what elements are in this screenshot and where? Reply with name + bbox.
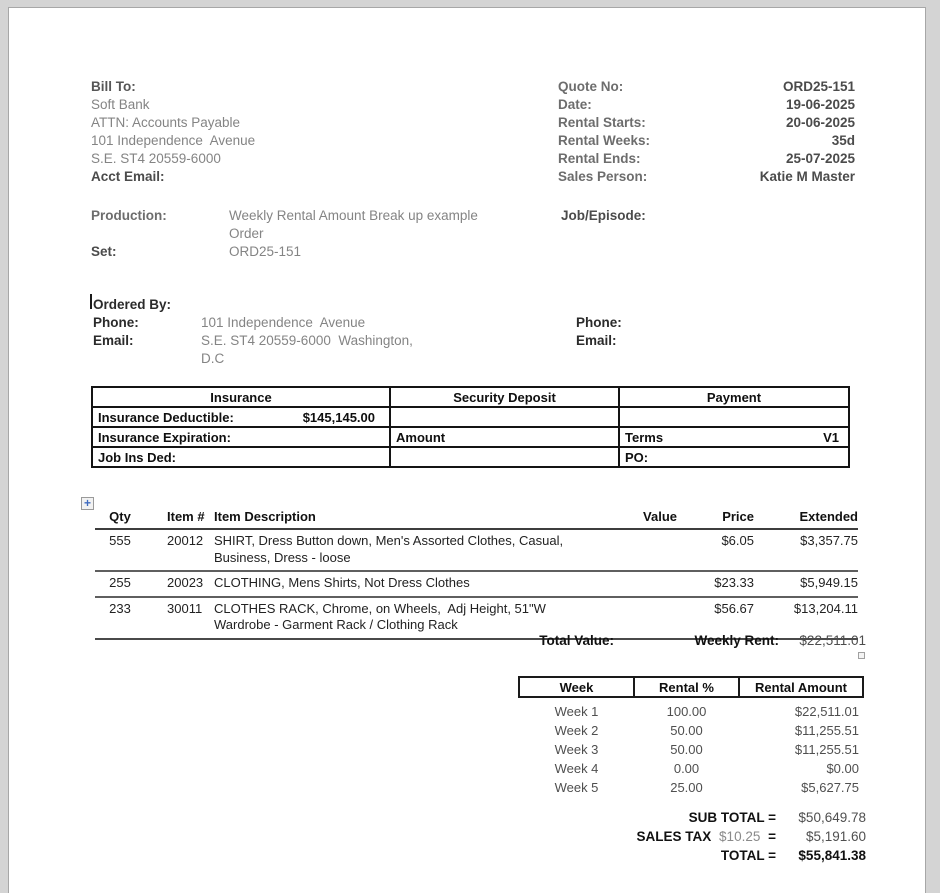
insurance-deductible-value: $145,145.00 [302, 409, 375, 425]
production-value [229, 207, 529, 243]
email-value [201, 332, 451, 368]
week-label: Week 4 [554, 761, 599, 776]
week-label: Week 1 [554, 704, 599, 719]
value-header: Value [607, 507, 677, 529]
item-number: 30011 [167, 600, 203, 616]
subtotal-value: $50,649.78 [798, 810, 866, 825]
date-row [558, 96, 855, 114]
item-number: 20012 [167, 533, 204, 548]
item-description-line1: CLOTHING, Mens Shirts, Not Dress Clothes [214, 575, 470, 590]
week-pct: 0.00 [673, 761, 700, 776]
production-value-line1: Weekly Rental Amount Break up example [229, 208, 478, 223]
ordered-by-label: Ordered By: [93, 297, 172, 312]
items-table [95, 507, 858, 640]
salestax-row [9, 827, 927, 846]
total-value: $55,841.38 [798, 848, 866, 863]
rental-starts-label: Rental Starts: [558, 115, 646, 130]
sales-person-value: Katie M Master [759, 169, 855, 184]
table-resize-handle[interactable] [858, 652, 865, 659]
week-pct: 25.00 [670, 780, 703, 795]
week-row [519, 697, 863, 721]
item-description-line2: Wardrobe - Garment Rack / Clothing Rack [214, 617, 458, 632]
item-qty: 233 [109, 600, 131, 616]
security-deposit-empty-cell [390, 407, 619, 427]
salestax-word: SALES TAX [636, 829, 712, 844]
amount-label: Amount [390, 427, 619, 447]
job-ins-ded-row [92, 447, 849, 467]
item-value [607, 571, 677, 597]
item-price: $6.05 [721, 533, 754, 548]
security-deposit-empty-cell2 [390, 447, 619, 467]
price-header: Price [677, 507, 754, 529]
payment-empty-cell [619, 407, 849, 427]
sales-person-label: Sales Person: [558, 169, 648, 184]
acct-email-label: Acct Email: [91, 169, 165, 184]
quote-no-value: ORD25-151 [782, 79, 855, 94]
insurance-header: Insurance [92, 387, 390, 407]
total-label: TOTAL = [720, 848, 776, 863]
document-page [8, 7, 926, 893]
item-description-line2: Business, Dress - loose [214, 549, 351, 565]
salestax-value: $5,191.60 [805, 829, 866, 844]
rental-weeks-label: Rental Weeks: [558, 133, 651, 148]
date-label: Date: [558, 97, 592, 112]
item-extended: $5,949.15 [800, 575, 858, 590]
item-description [205, 571, 607, 597]
week-row [519, 721, 863, 740]
item-value [607, 529, 677, 571]
bill-to-address1: 101 Independence Avenue [91, 133, 256, 148]
insurance-header-row [92, 387, 849, 407]
insurance-table [91, 386, 850, 468]
email-value-line1: S.E. ST4 20559-6000 Washington, [201, 333, 413, 348]
week-row [519, 740, 863, 759]
set-label: Set: [91, 244, 117, 259]
item-price: $23.33 [714, 575, 754, 590]
terms-label: Terms [625, 429, 664, 445]
rental-ends-row [558, 150, 855, 168]
qty-header: Qty [95, 507, 145, 529]
job-episode-label: Job/Episode: [561, 208, 646, 223]
quote-no-label: Quote No: [558, 79, 624, 94]
email-label: Email: [93, 333, 134, 348]
week-pct: 100.00 [666, 704, 707, 719]
subtotal-label: SUB TOTAL = [688, 810, 776, 825]
table-row [95, 571, 858, 597]
quote-info-section [558, 78, 855, 186]
sales-person-row [558, 168, 855, 186]
week-amount: $5,627.75 [801, 780, 859, 795]
total-value-label: Total Value: [539, 633, 614, 648]
set-value: ORD25-151 [229, 244, 302, 259]
week-table [518, 676, 864, 797]
right-phone-label: Phone: [576, 315, 622, 330]
bill-to-attn: ATTN: Accounts Payable [91, 115, 241, 130]
production-label: Production: [91, 208, 167, 223]
extended-header: Extended [754, 507, 858, 529]
item-no-header: Item # [145, 507, 205, 529]
week-header: Week [519, 677, 634, 697]
week-pct: 50.00 [670, 742, 703, 757]
week-label: Week 2 [554, 723, 599, 738]
insurance-deductible-row [92, 407, 849, 427]
security-deposit-header: Security Deposit [390, 387, 619, 407]
salestax-rate: $10.25 [719, 829, 761, 844]
date-value: 19-06-2025 [785, 97, 855, 112]
week-label: Week 3 [554, 742, 599, 757]
item-description-line1: CLOTHES RACK, Chrome, on Wheels, Adj Height, 51"W [214, 600, 546, 616]
salestax-eq: = [768, 829, 776, 844]
rental-starts-row [558, 114, 855, 132]
phone-label: Phone: [93, 315, 139, 330]
item-description [205, 529, 607, 571]
item-description-line1: SHIRT, Dress Button down, Men's Assorted Clothes, Casual, [214, 533, 564, 548]
weekly-rent-value: $22,511.01 [799, 633, 866, 648]
terms-value: V1 [823, 429, 839, 445]
insurance-expiration-label: Insurance Expiration: [92, 427, 390, 447]
po-label: PO: [619, 447, 849, 467]
item-qty: 255 [109, 575, 131, 590]
rental-amount-header: Rental Amount [739, 677, 863, 697]
week-amount: $11,255.51 [794, 723, 859, 738]
item-qty: 555 [109, 533, 131, 548]
rental-ends-value: 25-07-2025 [785, 151, 855, 166]
item-number: 20023 [167, 575, 204, 590]
table-move-handle-icon[interactable]: + [81, 497, 94, 510]
text-cursor[interactable] [90, 294, 92, 309]
bill-to-address2: S.E. ST4 20559-6000 [91, 151, 221, 166]
week-row [519, 759, 863, 778]
item-description-header: Item Description [205, 507, 607, 529]
production-value-line2: Order [229, 226, 264, 241]
weekly-rent-label: Weekly Rent: [694, 633, 779, 648]
subtotal-row [9, 808, 927, 827]
items-header-row [95, 507, 858, 529]
week-row [519, 778, 863, 797]
email-value-line2: D.C [201, 351, 225, 366]
rental-weeks-value: 35d [831, 133, 855, 148]
payment-header: Payment [619, 387, 849, 407]
right-email-label: Email: [576, 333, 617, 348]
item-price: $56.67 [714, 600, 754, 616]
bill-to-label: Bill To: [91, 79, 136, 94]
rental-ends-label: Rental Ends: [558, 151, 641, 166]
quote-no-row [558, 78, 855, 96]
week-amount: $0.00 [826, 761, 859, 776]
insurance-expiration-row [92, 427, 849, 447]
job-ins-ded-label: Job Ins Ded: [92, 447, 390, 467]
week-label: Week 5 [554, 780, 599, 795]
week-pct: 50.00 [670, 723, 703, 738]
phone-value: 101 Independence Avenue [201, 315, 366, 330]
week-header-row [519, 677, 863, 697]
item-extended: $13,204.11 [793, 600, 858, 616]
bill-to-section [91, 78, 255, 186]
rental-weeks-row [558, 132, 855, 150]
rental-starts-value: 20-06-2025 [785, 115, 855, 130]
rental-pct-header: Rental % [634, 677, 739, 697]
week-amount: $11,255.51 [794, 742, 859, 757]
item-extended: $3,357.75 [800, 533, 858, 548]
table-row [95, 529, 858, 571]
bill-to-company: Soft Bank [91, 97, 150, 112]
total-row [9, 846, 927, 865]
insurance-deductible-label: Insurance Deductible: [98, 409, 234, 425]
week-amount: $22,511.01 [794, 704, 859, 719]
